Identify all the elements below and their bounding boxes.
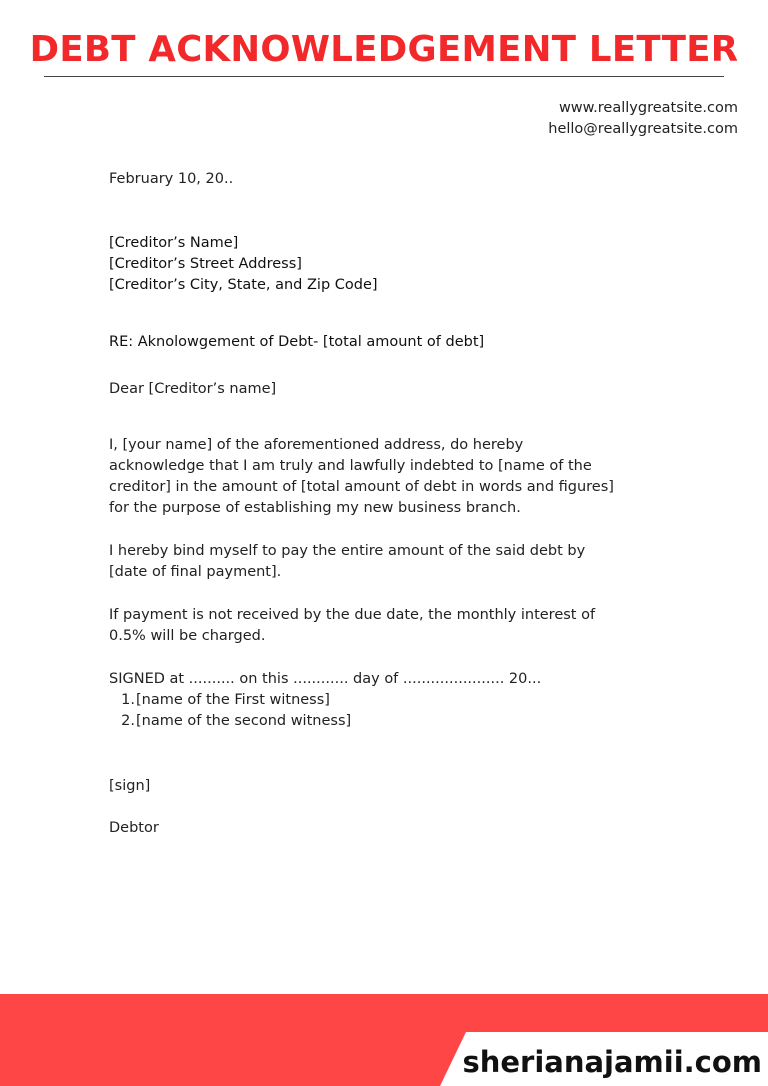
signed-line: SIGNED at .......... on this ............ day of ...................... 20... [109,671,542,687]
letter-date: February 10, 20.. [109,171,234,187]
paragraph-line: I, [your name] of the aforementioned address, do hereby [109,437,524,453]
creditor-street: [Creditor’s Street Address] [109,256,302,272]
paragraph-acknowledgement [109,435,614,519]
signer-role: Debtor [109,820,159,836]
paragraph-line: If payment is not received by the due date, the monthly interest of [109,607,596,623]
paragraph-line: 0.5% will be charged. [109,628,266,644]
creditor-city-state-zip: [Creditor’s City, State, and Zip Code] [109,277,378,293]
paragraph-line: creditor] in the amount of [total amount of debt in words and figures] [109,479,614,495]
witness-number: 1. [121,692,135,708]
document-title: DEBT ACKNOWLEDGEMENT LETTER [29,29,739,70]
witness-number: 2. [121,713,135,729]
paragraph-line: for the purpose of establishing my new business branch. [109,500,521,516]
subject-line: RE: Aknolowgement of Debt- [total amount of debt] [109,334,485,350]
sign-placeholder: [sign] [109,778,151,794]
witness-label: [name of the First witness] [136,692,330,708]
paragraph-line: acknowledge that I am truly and lawfully indebted to [name of the [109,458,592,474]
email-text: hello@reallygreatsite.com [548,121,738,137]
paragraph-payment-commitment [109,541,585,583]
contact-block [548,98,738,140]
creditor-address [109,233,378,296]
witness-label: [name of the second witness] [136,713,352,729]
witness-item [109,711,541,732]
witness-item [109,690,541,711]
signed-section [109,669,541,732]
title-divider [44,76,724,77]
creditor-name: [Creditor’s Name] [109,235,239,251]
paragraph-line: [date of final payment]. [109,564,282,580]
footer-site-text: sherianajamii.com [462,1045,762,1079]
greeting: Dear [Creditor’s name] [109,381,277,397]
paragraph-interest [109,605,595,647]
paragraph-line: I hereby bind myself to pay the entire amount of the said debt by [109,543,586,559]
website-text: www.reallygreatsite.com [558,100,738,116]
